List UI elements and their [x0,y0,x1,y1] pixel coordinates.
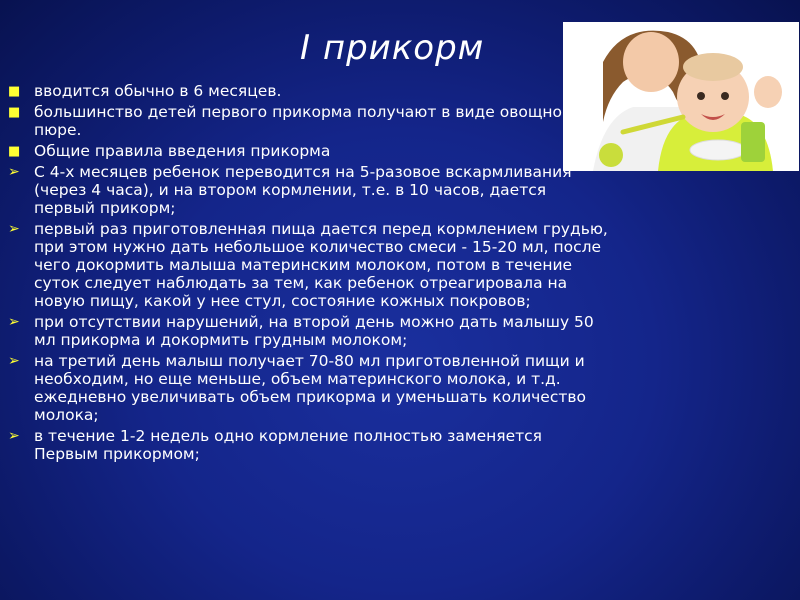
square-bullet-icon: ■ [8,84,21,99]
bullet-text: Общие правила введения прикорма [34,142,331,160]
bullet-text: вводится обычно в 6 месяцев. [34,82,282,100]
arrow-bullet-icon: ➢ [8,428,20,444]
bullet-item [8,220,608,310]
bullet-item [8,313,608,349]
square-bullet-icon: ■ [8,105,21,120]
bullet-item [8,142,608,160]
bullet-text: большинство детей первого прикорма получают в виде овощного пюре. [34,103,580,139]
bullet-item [8,103,608,139]
slide-title: I прикорм [300,28,485,68]
bullet-item [8,427,608,463]
bullet-item [8,352,608,424]
arrow-bullet-icon: ➢ [8,353,20,369]
bullet-text: при отсутствии нарушений, на второй день можно дать малышу 50 мл прикорма и докормить грудным молоком; [34,313,594,349]
bullet-text: первый раз приготовленная пища дается перед кормлением грудью, при этом нужно дать небольшое количество смеси - 15-20 мл, после чего докормить малыша материнским молоком, потом в течение суток следует наблюдать за тем, как ребенок отреагировала на новую пищу, какой у нее стул, состояние кожных покровов; [34,220,608,310]
arrow-bullet-icon: ➢ [8,221,20,237]
bullet-item [8,163,608,217]
square-bullet-icon: ■ [8,144,21,159]
bullet-text: С 4-х месяцев ребенок переводится на 5-разовое вскармливания (через 4 часа), и на втором кормлении, т.е. в 10 часов, дается первый прикорм; [34,163,572,217]
bullet-list [8,82,608,466]
arrow-bullet-icon: ➢ [8,164,20,180]
arrow-bullet-icon: ➢ [8,314,20,330]
bullet-item [8,82,608,100]
bullet-text: на третий день малыш получает 70-80 мл приготовленной пищи и необходим, но еще меньше, объем материнского молока, и т.д. ежедневно увеличивать объем прикорма и уменьшать количество молока; [34,352,587,424]
bullet-text: в течение 1-2 недель одно кормление полностью заменяется Первым прикормом; [34,427,543,463]
